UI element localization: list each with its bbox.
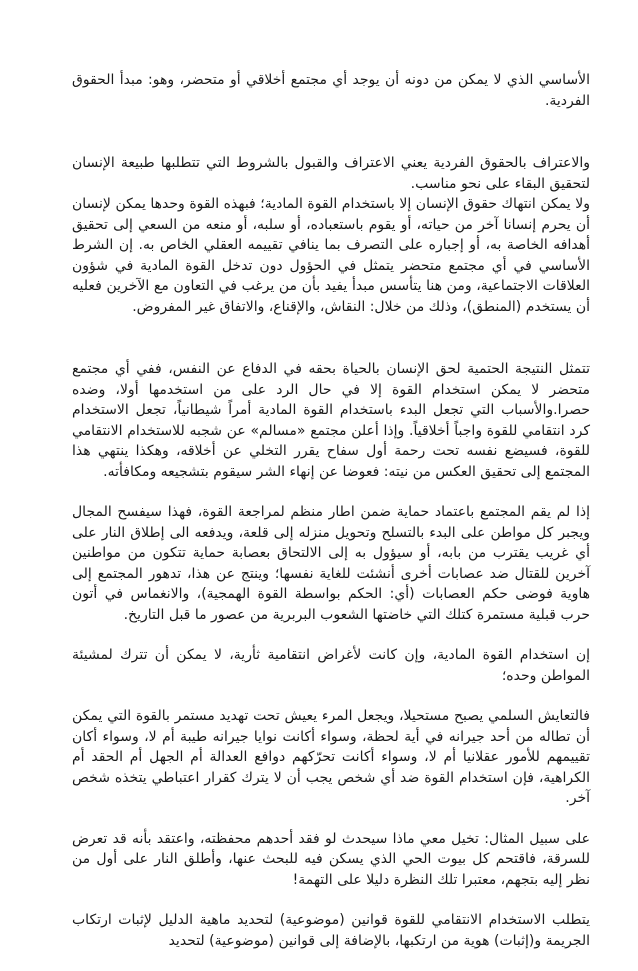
paragraph-recognition-and-force: والاعتراف بالحقوق الفردية يعني الاعتراف والقبول بالشروط التي تتطلبها طبيعة الإنسان لتحقيق البقاء على نحو مناسب. ولا يمكن انتهاك حقوق الإنسان إلا باستخدام القوة المادية؛ فبهذه القوة وحدها يمكن لإنسان أن يحرم إنسانا آخر من حياته، أو يقوم باستعباده، أو سلبه، أو منعه من السعي إلى تحقيق أهدافه الخاصة به، أو إجباره على التصرف بما ينافي تقييمه العقلي الخاص به. إن الشرط الأساسي في أي مجتمع متحضر يتمثل في الحؤول دون تدخل القوة المادية في شؤون العلاقات الاجتماعية، ومن هنا يتأسس مبدأ يفيد بأن من يرغب في التعاون مع الآخرين فعليه أن يستخدم (المنطق)، وذلك من خلال: النقاش، والإقناع، والاتفاق غير المفروض. [72, 155, 590, 315]
paragraph-example-wallet: على سبيل المثال: تخيل معي ماذا سيحدث لو فقد أحدهم محفظته، واعتقد بأنه قد تعرض للسرقة، فاقتحم كل بيوت الحي الذي يسكن فيه للبحث عنها، وأطلق النار على أول من نظر إليه بتجهم، معتبرا تلك النظرة دليلا على التهمة! [72, 830, 590, 888]
paragraph-self-defense: تتمثل النتيجة الحتمية لحق الإنسان بالحياة بحقه في الدفاع عن النفس، ففي أي مجتمع متحضر لا يمكن استخدام القوة إلا في حال الرد على من استخدمها أولا، وضده حصرا.والأسباب التي تجعل البدء باستخدام القوة المادية أمراً شيطانياً، تجعل الاستخدام كرد انتقامي للقوة واجباً أخلاقياً. وإذا أعلن مجتمع «مسالم» عن شجبه للاستخدام الانتقامي للقوة، فسيضع نفسه تحت رحمة أول سفاح يقرر التخلي عن أخلاقه، وهكذا ينتهي هذا المجتمع إلى تحقيق العكس من نيته: فعوضا عن إنهاء الشر سيقوم بتشجيعه ومكافأته. [72, 361, 590, 480]
paragraph-retaliatory-force: إن استخدام القوة المادية، وإن كانت لأغراض انتقامية ثأرية، لا يمكن أن تترك لمشيئة المواطن وحده؛ [72, 647, 590, 684]
paragraph-peaceful-coexistence: فالتعايش السلمي يصبح مستحيلا، ويجعل المرء يعيش تحت تهديد مستمر بالقوة التي يمكن أن تطاله من أحد جيرانه في أية لحظة، وسواء أكانت نوايا جيرانه طيبة أم لا، وسواء أكان تقييمهم للأمور عقلانيا أم لا، وسواء أكانت تحرّكهم دوافع العدالة أم الجهل أم الحقد أم الكراهية، فإن استخدام القوة ضد أي شخص يجب أن لا يترك كقرار اعتباطي يتخذه شخص آخر. [72, 708, 590, 806]
document-body [72, 70, 590, 971]
paragraph-organized-protection: إذا لم يقم المجتمع باعتماد حماية ضمن اطار منظم لمراجعة القوة، فهذا سيفسح المجال ويجبر كل مواطن على البدء بالتسلح وتحويل منزله إلى قلعة، ويدفعه الى إطلاق النار على أي غريب يقترب من بابه، أو سيؤول به إلى الالتحاق بعصابة حماية تتكون من مواطنين آخرين للقتال ضد عصابات أخرى أنشئت للغاية نفسها؛ وينتج عن هذا، تدهور المجتمع إلى هاوية فوضى حكم العصابات (أي: الحكم بواسطة القوة الهمجية)، والانغماس في أتون حرب قبلية مستمرة كتلك التي خاضتها الشعوب البربرية من عصور ما قبل التاريخ. [72, 504, 590, 623]
paragraph-individual-rights-principle: الأساسي الذي لا يمكن من دونه أن يوجد أي مجتمع أخلاقي أو متحضر، وهو: مبدأ الحقوق الفردية. [72, 72, 590, 109]
paragraph-objective-laws: يتطلب الاستخدام الانتقامي للقوة قوانين (موضوعية) لتحديد ماهية الدليل لإثبات ارتكاب الجريمة و(إثبات) هوية من ارتكبها، بالإضافة إلى قوانين (موضوعية) لتحديد [72, 912, 590, 949]
